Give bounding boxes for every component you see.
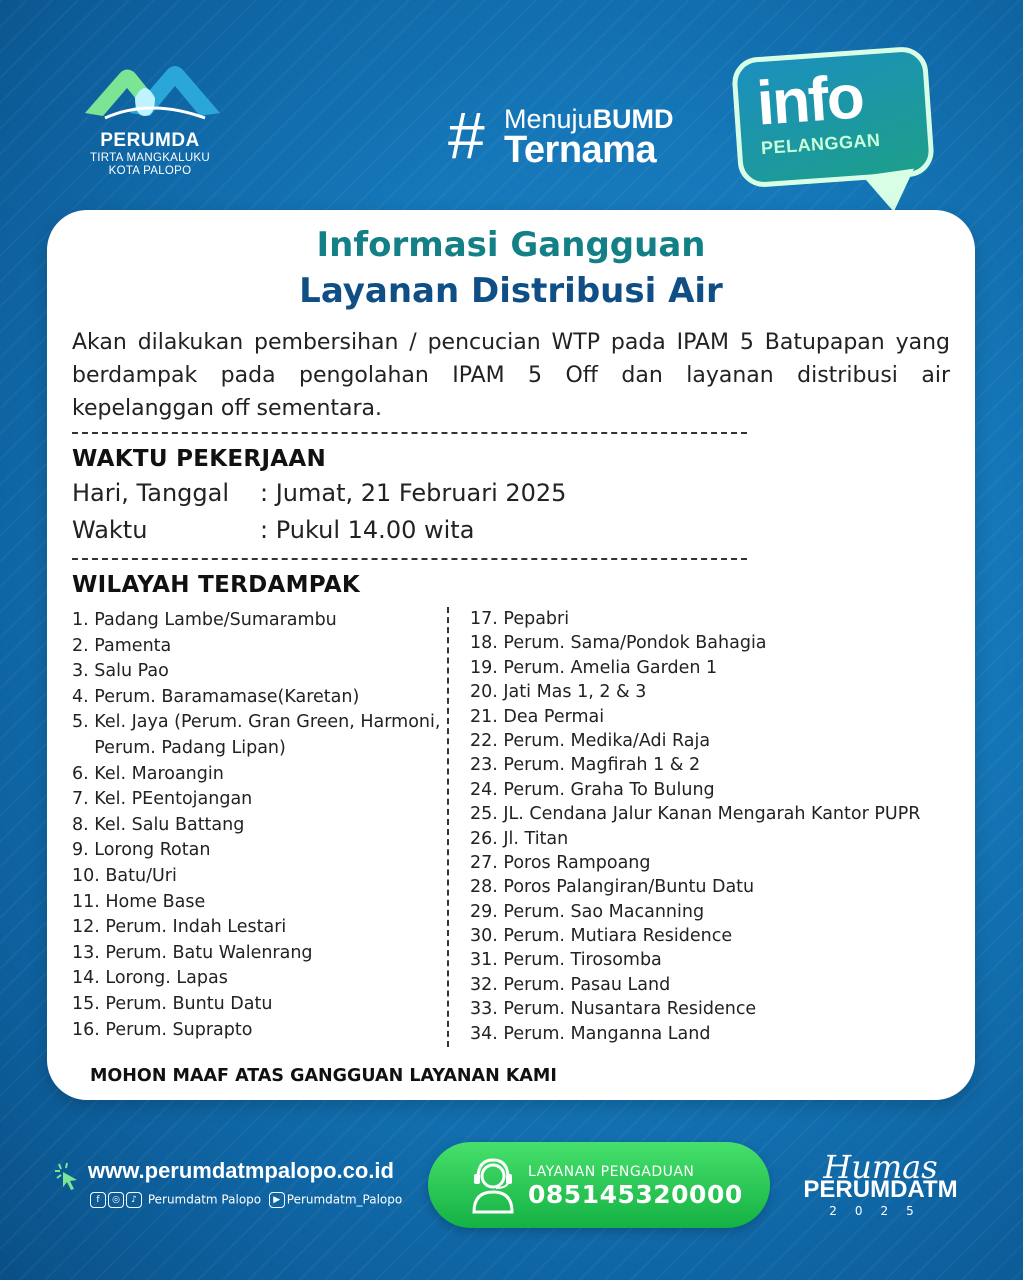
logo-mark-icon [75,58,225,128]
title-line-1: Informasi Gangguan [316,225,706,265]
affected-list-left [72,608,440,1043]
affected-area-item: 27. Poros Rampoang [470,852,651,873]
info-pelanggan-badge [735,52,935,222]
humas-name: PERUMDATM [803,1176,958,1203]
affected-area-item: 10. Batu/Uri [72,865,177,886]
affected-area-item: 32. Perum. Pasau Land [470,974,671,995]
column-divider [447,607,449,1047]
affected-area-item: 25. JL. Cendana Jalur Kanan Mengarah Kantor PUPR [470,804,921,825]
affected-area-item: 12. Perum. Indah Lestari [72,917,287,938]
closing-apology: MOHON MAAF ATAS GANGGUAN LAYANAN KAMI [90,1066,557,1086]
date-value: : Jumat, 21 Februari 2025 [260,479,567,507]
affected-area-item: 28. Poros Palangiran/Buntu Datu [470,877,755,898]
time-row [72,515,474,545]
affected-area-item: 9. Lorong Rotan [72,840,211,861]
affected-area-item: 21. Dea Permai [470,706,605,727]
affected-area-item: 18. Perum. Sama/Pondok Bahagia [470,633,767,654]
affected-area-item: 8. Kel. Salu Battang [72,814,245,835]
date-row [72,478,566,508]
humas-year: 2025 [829,1204,932,1218]
badge-pelanggan-text: PELANGGAN [760,129,882,159]
humas-script: Humas [823,1148,938,1186]
social-handles [90,1192,402,1208]
affected-area-item: 3. Salu Pao [72,661,169,682]
complaint-label: LAYANAN PENGADUAN [528,1164,695,1180]
card-title [47,222,975,314]
affected-list-right [470,607,920,1046]
intro-paragraph: Akan dilakukan pembersihan / pencucian WTP pada IPAM 5 Batupapan yang berdampak pada pengolahan IPAM 5 Off dan layanan distribusi air kepelanggan off sementara. [72,330,950,421]
youtube-icon[interactable]: ▶ [269,1192,285,1208]
facebook-icon[interactable]: f [90,1192,106,1208]
time-value: : Pukul 14.00 wita [260,516,475,544]
affected-area-item: 26. Jl. Titan [470,828,569,849]
bubble-tail [862,169,919,216]
website-link[interactable]: www.perumdatmpalopo.co.id [88,1158,394,1183]
affected-area-item: 19. Perum. Amelia Garden 1 [470,657,718,678]
affected-area-item: 22. Perum. Medika/Adi Raja [470,730,711,751]
perumda-logo [70,58,230,188]
affected-area-item: 16. Perum. Suprapto [72,1019,253,1040]
hashtag-slogan [448,100,708,170]
section-work-time: WAKTU PEKERJAAN [72,446,327,472]
affected-area-item: 7. Kel. PEentojangan [72,789,253,810]
affected-area-item: 34. Perum. Manganna Land [470,1023,711,1044]
customer-service-icon [466,1156,520,1214]
affected-area-item: 30. Perum. Mutiara Residence [470,926,733,947]
date-label: Hari, Tanggal [72,479,229,507]
social-handle-youtube: Perumdatm_Palopo [286,1192,403,1207]
section-affected-area: WILAYAH TERDAMPAK [72,572,361,598]
complaint-number: 085145320000 [528,1180,743,1209]
affected-area-item: Perum. Padang Lipan) [72,737,286,758]
hashtag-line-2: Ternama [504,129,657,171]
affected-area-item: 24. Perum. Graha To Bulung [470,779,715,800]
logo-subtitle-1: TIRTA MANGKALUKU [89,152,211,164]
hash-symbol: # [448,98,485,172]
hashtag-line-1: MenujuBUMD [504,104,674,134]
affected-area-item: 17. Pepabri [470,609,570,629]
affected-area-item: 5. Kel. Jaya (Perum. Gran Green, Harmoni, [72,712,441,733]
badge-info-text: info [754,62,865,139]
humas-signature [788,1150,973,1230]
title-line-2: Layanan Distribusi Air [299,271,723,311]
affected-area-item: 14. Lorong. Lapas [72,968,228,989]
time-label: Waktu [72,516,148,544]
complaint-hotline-button[interactable] [428,1142,770,1228]
affected-area-item: 13. Perum. Batu Walenrang [72,942,313,963]
social-handle-palopo: Perumdatm Palopo [147,1192,262,1207]
affected-area-item: 2. Pamenta [72,635,172,656]
affected-area-item: 29. Perum. Sao Macanning [470,901,705,922]
instagram-icon[interactable]: ◎ [108,1192,124,1208]
tiktok-icon[interactable]: ♪ [126,1192,142,1208]
announcement-card [47,210,975,1100]
divider [72,432,747,434]
divider [72,558,747,560]
affected-area-item: 33. Perum. Nusantara Residence [470,999,757,1020]
click-cursor-icon [55,1162,81,1192]
logo-name: PERUMDA [100,130,200,151]
affected-area-item: 23. Perum. Magfirah 1 & 2 [470,755,701,776]
affected-area-item: 4. Perum. Baramamase(Karetan) [72,686,360,707]
affected-area-item: 6. Kel. Maroangin [72,763,224,784]
affected-area-item: 20. Jati Mas 1, 2 & 3 [470,682,647,703]
affected-area-item: 15. Perum. Buntu Datu [72,993,273,1014]
logo-subtitle-2: KOTA PALOPO [108,165,192,177]
affected-area-item: 31. Perum. Tirosomba [470,950,662,971]
affected-area-item: 1. Padang Lambe/Sumarambu [72,610,337,630]
affected-area-item: 11. Home Base [72,891,206,912]
